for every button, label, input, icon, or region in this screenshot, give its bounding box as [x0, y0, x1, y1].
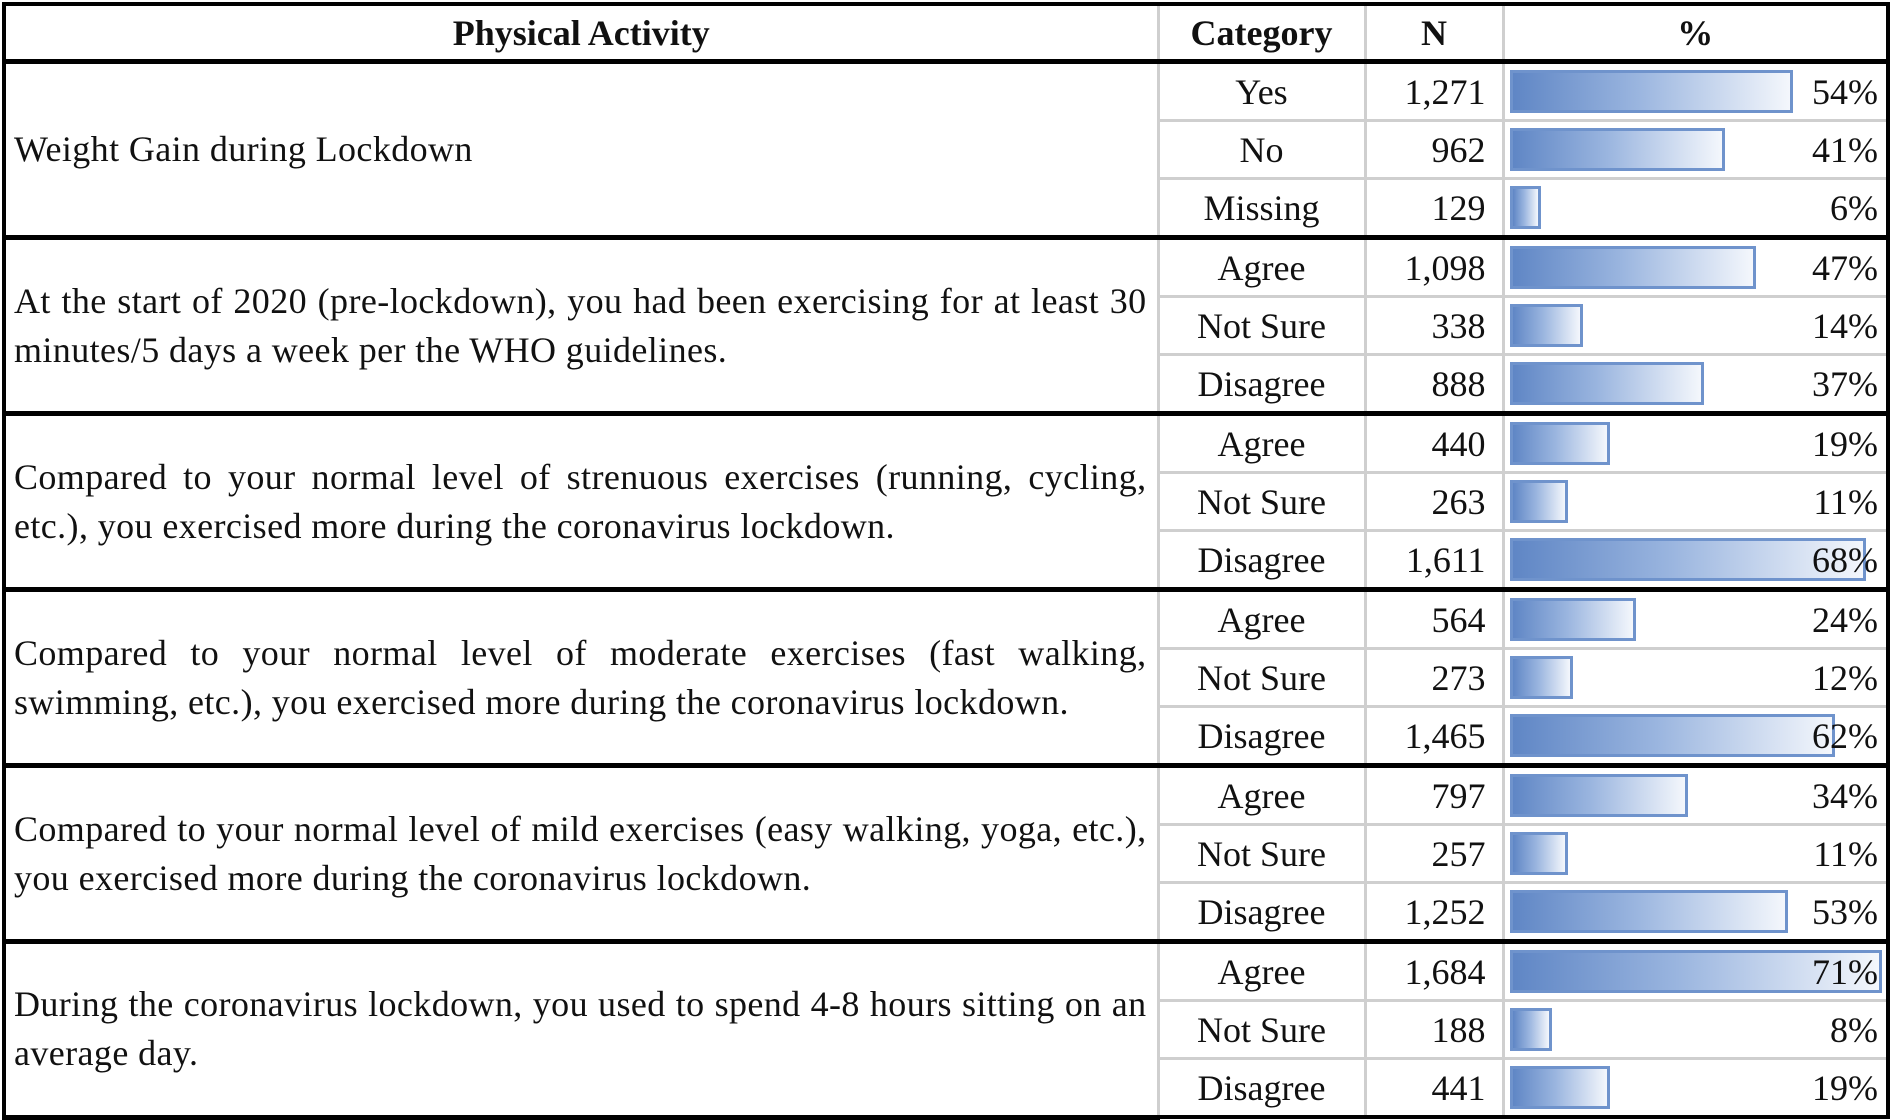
category-cell: Disagree — [1158, 531, 1365, 590]
question-text: Compared to your normal level of mild exercises (easy walking, yoga, etc.), you exercised more during the coronavirus lockdown. — [4, 766, 1158, 942]
count-cell: 273 — [1365, 649, 1503, 707]
percent-bar — [1510, 774, 1688, 817]
percent-bar — [1510, 890, 1788, 933]
percent-cell — [1503, 883, 1888, 942]
percent-bar — [1510, 246, 1756, 289]
percent-cell — [1503, 825, 1888, 883]
category-cell: Not Sure — [1158, 473, 1365, 531]
percent-cell — [1503, 121, 1888, 179]
table-row — [4, 942, 1888, 1001]
physical-activity-table — [2, 2, 1890, 1120]
percent-bar — [1510, 1066, 1610, 1109]
percent-label: 11% — [1813, 833, 1878, 874]
count-cell: 257 — [1365, 825, 1503, 883]
percent-label: 34% — [1812, 775, 1878, 816]
count-cell: 888 — [1365, 355, 1503, 414]
category-cell: Agree — [1158, 766, 1365, 825]
percent-cell — [1503, 62, 1888, 121]
percent-label: 41% — [1812, 129, 1878, 170]
table-row — [4, 238, 1888, 297]
percent-cell — [1503, 590, 1888, 649]
category-cell: Not Sure — [1158, 649, 1365, 707]
table-row — [4, 62, 1888, 121]
percent-cell — [1503, 473, 1888, 531]
count-cell: 263 — [1365, 473, 1503, 531]
count-cell: 441 — [1365, 1059, 1503, 1118]
percent-cell — [1503, 355, 1888, 414]
question-text: At the start of 2020 (pre-lockdown), you had been exercising for at least 30 minutes/5 days a week per the WHO guidelines. — [4, 238, 1158, 414]
count-cell: 1,098 — [1365, 238, 1503, 297]
count-cell: 797 — [1365, 766, 1503, 825]
category-cell: Not Sure — [1158, 825, 1365, 883]
percent-label: 47% — [1812, 247, 1878, 288]
percent-label: 37% — [1812, 363, 1878, 404]
count-cell: 1,465 — [1365, 707, 1503, 766]
percent-cell — [1503, 649, 1888, 707]
count-cell: 962 — [1365, 121, 1503, 179]
category-cell: Disagree — [1158, 355, 1365, 414]
percent-label: 12% — [1812, 657, 1878, 698]
percent-cell — [1503, 414, 1888, 473]
percent-bar — [1510, 480, 1568, 523]
percent-label: 24% — [1812, 599, 1878, 640]
percent-bar — [1510, 1008, 1552, 1051]
percent-label: 68% — [1812, 539, 1878, 580]
percent-label: 19% — [1812, 423, 1878, 464]
percent-label: 71% — [1812, 951, 1878, 992]
category-cell: Agree — [1158, 942, 1365, 1001]
count-cell: 1,611 — [1365, 531, 1503, 590]
header-physical-activity: Physical Activity — [4, 4, 1158, 62]
question-text: Compared to your normal level of moderate exercises (fast walking, swimming, etc.), you exercised more during the coronavirus lockdown. — [4, 590, 1158, 766]
category-cell: Agree — [1158, 414, 1365, 473]
count-cell: 338 — [1365, 297, 1503, 355]
percent-label: 14% — [1812, 305, 1878, 346]
percent-cell — [1503, 179, 1888, 238]
percent-cell — [1503, 707, 1888, 766]
percent-bar — [1510, 70, 1793, 113]
table-row — [4, 766, 1888, 825]
count-cell: 440 — [1365, 414, 1503, 473]
question-text: Compared to your normal level of strenuous exercises (running, cycling, etc.), you exercised more during the coronavirus lockdown. — [4, 414, 1158, 590]
category-cell: Disagree — [1158, 1059, 1365, 1118]
count-cell: 1,684 — [1365, 942, 1503, 1001]
category-cell: Agree — [1158, 238, 1365, 297]
category-cell: Disagree — [1158, 707, 1365, 766]
header-row — [4, 4, 1888, 62]
category-cell: Yes — [1158, 62, 1365, 121]
percent-label: 19% — [1812, 1067, 1878, 1108]
category-cell: Disagree — [1158, 883, 1365, 942]
percent-cell — [1503, 942, 1888, 1001]
count-cell: 564 — [1365, 590, 1503, 649]
percent-bar — [1510, 186, 1541, 229]
table-body — [4, 62, 1888, 1118]
percent-bar — [1510, 128, 1725, 171]
percent-cell — [1503, 238, 1888, 297]
percent-label: 8% — [1830, 1009, 1878, 1050]
category-cell: No — [1158, 121, 1365, 179]
percent-bar — [1510, 598, 1636, 641]
question-text: Weight Gain during Lockdown — [4, 62, 1158, 238]
percent-label: 6% — [1830, 187, 1878, 228]
count-cell: 129 — [1365, 179, 1503, 238]
percent-bar — [1510, 832, 1568, 875]
category-cell: Missing — [1158, 179, 1365, 238]
category-cell: Not Sure — [1158, 1001, 1365, 1059]
header-category: Category — [1158, 4, 1365, 62]
count-cell: 1,271 — [1365, 62, 1503, 121]
percent-label: 54% — [1812, 71, 1878, 112]
percent-bar — [1510, 304, 1583, 347]
question-text: During the coronavirus lockdown, you used to spend 4-8 hours sitting on an average day. — [4, 942, 1158, 1118]
header-n: N — [1365, 4, 1503, 62]
percent-bar — [1510, 714, 1835, 757]
table-row — [4, 590, 1888, 649]
count-cell: 1,252 — [1365, 883, 1503, 942]
percent-cell — [1503, 1001, 1888, 1059]
percent-bar — [1510, 362, 1704, 405]
category-cell: Agree — [1158, 590, 1365, 649]
header-percent: % — [1503, 4, 1888, 62]
percent-label: 53% — [1812, 891, 1878, 932]
percent-cell — [1503, 297, 1888, 355]
count-cell: 188 — [1365, 1001, 1503, 1059]
percent-bar — [1510, 656, 1573, 699]
table-row — [4, 414, 1888, 473]
category-cell: Not Sure — [1158, 297, 1365, 355]
percent-cell — [1503, 531, 1888, 590]
percent-cell — [1503, 1059, 1888, 1118]
percent-bar — [1510, 422, 1610, 465]
percent-label: 11% — [1813, 481, 1878, 522]
percent-cell — [1503, 766, 1888, 825]
percent-label: 62% — [1812, 715, 1878, 756]
